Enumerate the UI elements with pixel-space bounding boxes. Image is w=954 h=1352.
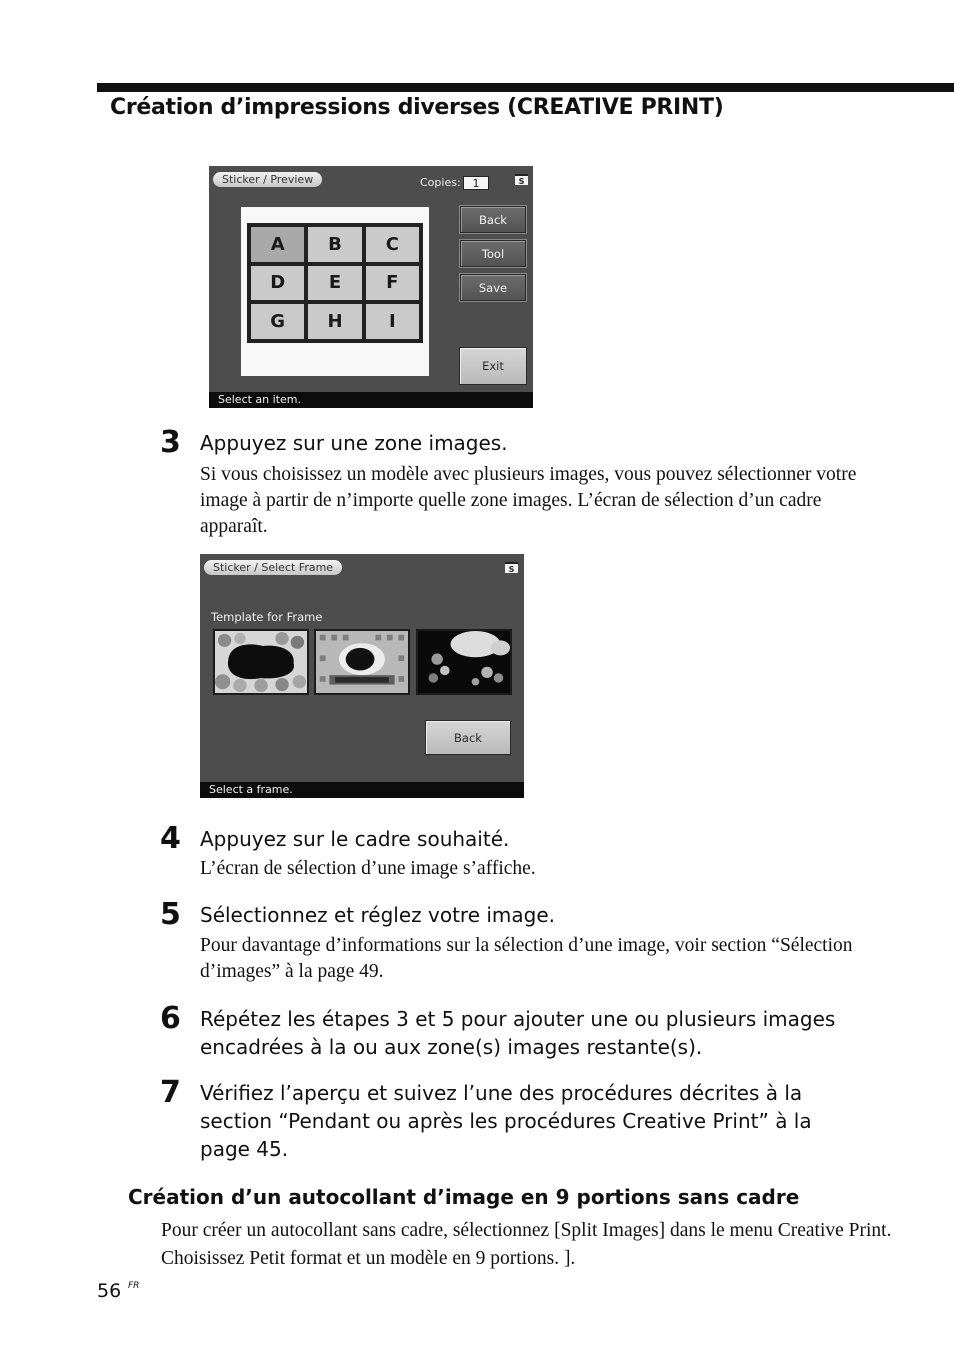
select-frame-screen: [200, 554, 524, 798]
page-language: FR: [128, 1281, 140, 1291]
memory-stick-icon: S: [505, 562, 518, 573]
image-area-b[interactable]: B: [306, 225, 363, 264]
image-area-h[interactable]: H: [306, 302, 363, 341]
step-heading: Vérifiez l’aperçu et suivez l’une des procédures décrites à la section “Pendant ou après les procédures Creative Print” à la page 45.: [200, 1081, 812, 1161]
step-number: 6: [160, 1001, 181, 1036]
copies-field[interactable]: 1: [463, 176, 489, 190]
section-title: Création d’impressions diverses (CREATIVE PRINT): [110, 95, 724, 120]
image-area-d[interactable]: D: [249, 264, 306, 303]
image-area-grid: [247, 223, 423, 343]
exit-button[interactable]: Exit: [459, 347, 527, 385]
screen-title: Sticker / Select Frame: [204, 560, 342, 575]
step-number: 4: [160, 821, 181, 856]
image-area-g[interactable]: G: [249, 302, 306, 341]
step-body: Pour davantage d’informations sur la sélection d’une image, voir section “Sélection d’images” à la page 49.: [200, 935, 853, 982]
frame-thumbnail-pattern-border[interactable]: [314, 629, 410, 695]
back-button[interactable]: Back: [425, 720, 511, 755]
image-area-c[interactable]: C: [364, 225, 421, 264]
tool-button[interactable]: Tool: [460, 240, 526, 267]
frame-thumbnail-dark-floral[interactable]: [416, 629, 512, 695]
status-bar: Select an item.: [209, 392, 533, 408]
status-bar: Select a frame.: [200, 782, 524, 798]
step-number: 3: [160, 425, 181, 460]
subsection-body: Pour créer un autocollant sans cadre, sélectionnez [Split Images] dans le menu Creative Print. Choisissez Petit format et un modèle en 9 portions. ].: [161, 1220, 892, 1269]
frame-thumbnail-flowers-hole[interactable]: [213, 629, 309, 695]
image-area-i[interactable]: I: [364, 302, 421, 341]
step-heading: Répétez les étapes 3 et 5 pour ajouter une ou plusieurs images encadrées à la ou aux zone(s) images restante(s).: [200, 1007, 836, 1059]
sticker-preview-screen: [209, 166, 533, 408]
step-number: 7: [160, 1075, 181, 1110]
step-body: L’écran de sélection d’une image s’affiche.: [200, 858, 536, 879]
copies-label: Copies:: [420, 176, 461, 189]
step-number: 5: [160, 897, 181, 932]
step-heading: Appuyez sur le cadre souhaité.: [200, 827, 510, 851]
image-area-a[interactable]: A: [249, 225, 306, 264]
back-button[interactable]: Back: [460, 206, 526, 233]
step-heading: Appuyez sur une zone images.: [200, 431, 508, 455]
memory-stick-icon: S: [515, 174, 528, 185]
frames-label: Template for Frame: [211, 610, 323, 624]
step-heading: Sélectionnez et réglez votre image.: [200, 903, 556, 927]
save-button[interactable]: Save: [460, 274, 526, 301]
step-body: Si vous choisissez un modèle avec plusieurs images, vous pouvez sélectionner votre image à partir de n’importe quelle zone images. L’écran de sélection d’un cadre apparaît.: [200, 464, 857, 537]
header-rule: [97, 83, 954, 92]
page-number: 56: [97, 1280, 122, 1302]
screen-title: Sticker / Preview: [213, 172, 322, 187]
image-area-e[interactable]: E: [306, 264, 363, 303]
image-area-f[interactable]: F: [364, 264, 421, 303]
subsection-title: Création d’un autocollant d’image en 9 portions sans cadre: [128, 1185, 800, 1209]
